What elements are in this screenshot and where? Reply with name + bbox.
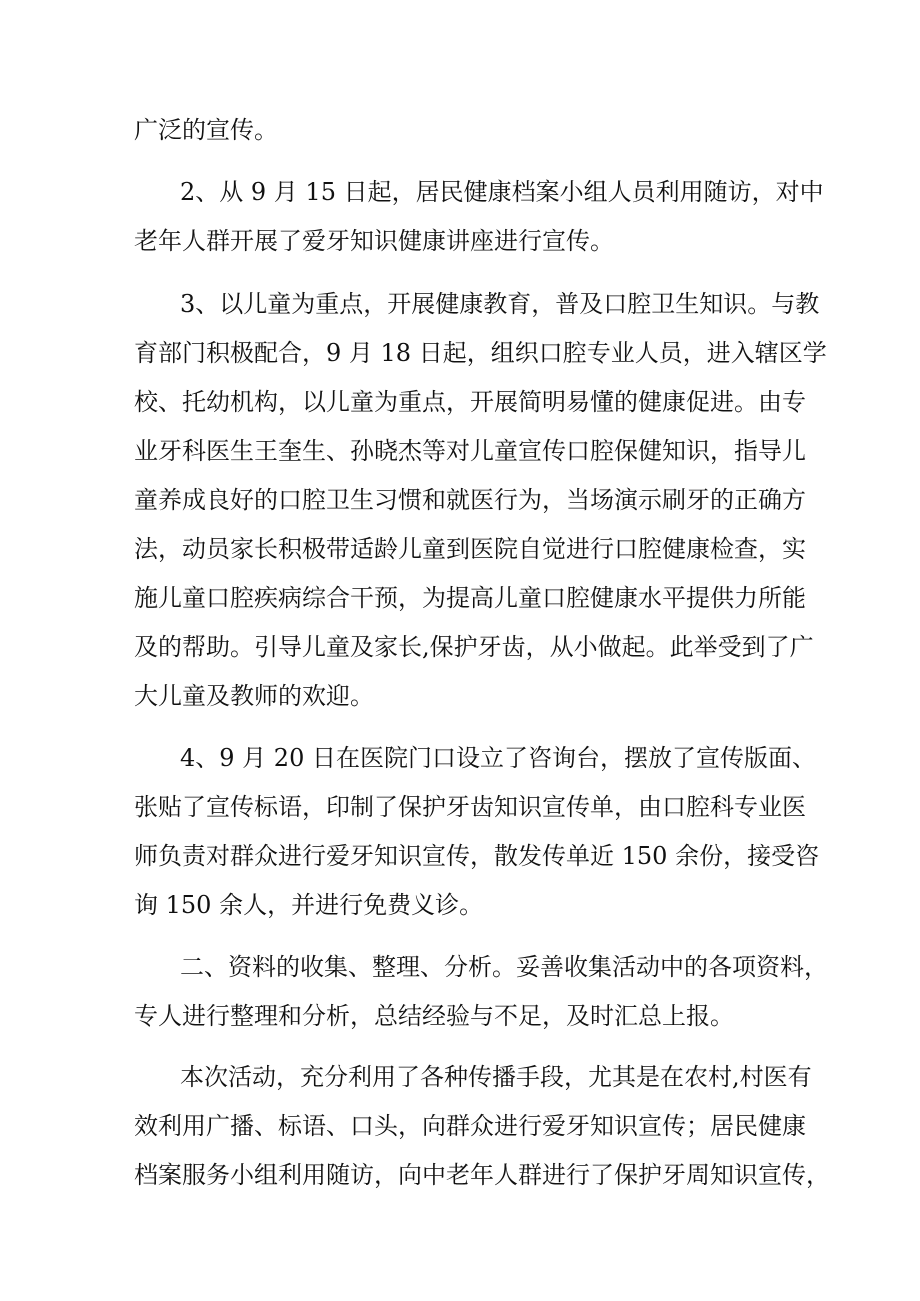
text-line: 3、以儿童为重点，开展健康教育，普及口腔卫生知识。与教 xyxy=(180,290,820,318)
text-line: 询 150 余人，并进行免费义诊。 xyxy=(134,891,484,919)
text-line: 业牙科医生王奎生、孙晓杰等对儿童宣传口腔保健知识，指导儿 xyxy=(134,437,806,465)
text-line: 广泛的宣传。 xyxy=(134,116,278,144)
text-line: 童养成良好的口腔卫生习惯和就医行为，当场演示刷牙的正确方 xyxy=(134,486,806,514)
text-line: 效利用广播、标语、口头，向群众进行爱牙知识宣传；居民健康 xyxy=(134,1112,806,1140)
text-line: 老年人群开展了爱牙知识健康讲座进行宣传。 xyxy=(134,227,614,255)
text-line: 及的帮助。引导儿童及家长,保护牙齿，从小做起。此举受到了广 xyxy=(134,633,814,661)
text-line: 本次活动，充分利用了各种传播手段，尤其是在农村,村医有 xyxy=(180,1063,812,1091)
text-line: 张贴了宣传标语，印制了保护牙齿知识宣传单，由口腔科专业医 xyxy=(134,793,806,821)
text-line: 专人进行整理和分析，总结经验与不足，及时汇总上报。 xyxy=(134,1002,734,1030)
text-line: 师负责对群众进行爱牙知识宣传，散发传单近 150 余份，接受咨 xyxy=(134,842,820,870)
text-line: 二、资料的收集、整理、分析。妥善收集活动中的各项资料， xyxy=(180,953,828,981)
text-line: 育部门积极配合，9 月 18 日起，组织口腔专业人员，进入辖区学 xyxy=(134,339,827,367)
text-line: 大儿童及教师的欢迎。 xyxy=(134,682,374,710)
text-line: 施儿童口腔疾病综合干预，为提高儿童口腔健康水平提供力所能 xyxy=(134,584,806,612)
text-line: 法，动员家长积极带适龄儿童到医院自觉进行口腔健康检查，实 xyxy=(134,535,806,563)
text-line: 2、从 9 月 15 日起，居民健康档案小组人员利用随访，对中 xyxy=(180,178,824,206)
text-line: 4、9 月 20 日在医院门口设立了咨询台，摆放了宣传版面、 xyxy=(180,744,816,772)
text-line: 档案服务小组利用随访，向中老年人群进行了保护牙周知识宣传， xyxy=(134,1161,830,1189)
text-line: 校、托幼机构，以儿童为重点，开展简明易懂的健康促进。由专 xyxy=(134,388,806,416)
